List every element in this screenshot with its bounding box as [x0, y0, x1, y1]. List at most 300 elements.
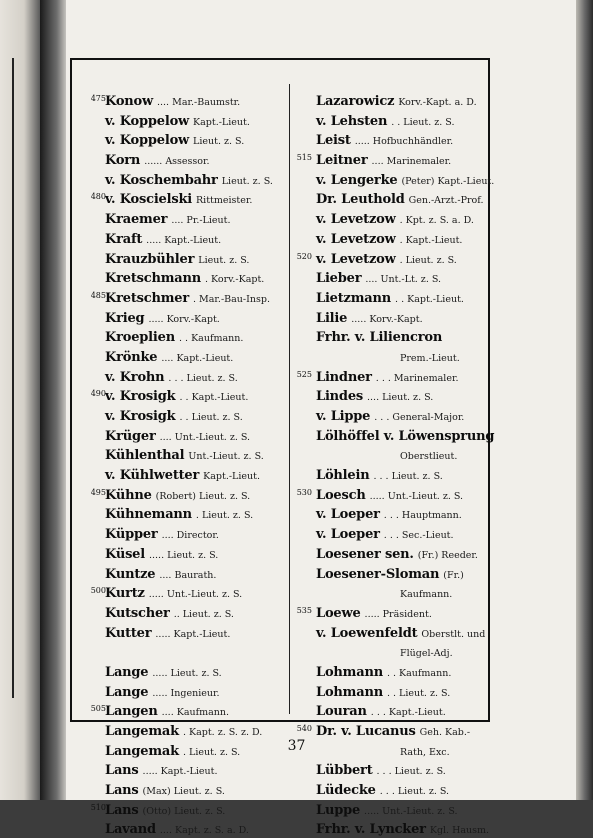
- entry-text: [105, 228, 221, 247]
- entry-detail: .... Mar.-Baumstr.: [157, 97, 241, 108]
- entry-text: [105, 818, 249, 837]
- entry-detail: Flügel-Adj.: [400, 648, 453, 660]
- list-item: [292, 287, 492, 307]
- entry-text: [105, 444, 264, 463]
- entry-detail: Prem.-Lieut.: [400, 352, 460, 364]
- left-page-frame-rule: [0, 58, 14, 698]
- entry-detail: . Lieut. z. S.: [399, 254, 457, 266]
- list-item: [86, 779, 286, 799]
- entry-name: Lindes: [316, 389, 364, 405]
- entry-name: Loesener sen.: [316, 546, 414, 562]
- entry-text: [316, 661, 451, 680]
- entry-detail: ..... Ingenieur.: [152, 687, 220, 699]
- entry-text: [105, 641, 109, 660]
- entry-detail: ...... Assessor.: [144, 156, 210, 168]
- entry-detail: . . . Sec.-Lieut.: [383, 530, 454, 542]
- entry-detail: Kapt.-Lieut.: [193, 116, 250, 128]
- list-item: [86, 681, 286, 701]
- left-page-edge: [0, 0, 40, 800]
- list-item: [86, 208, 286, 228]
- list-item: [292, 444, 492, 464]
- entry-text: [316, 622, 485, 641]
- entry-name: Küpper: [105, 527, 158, 543]
- entry-name: v. Krosigk: [105, 389, 176, 405]
- entry-name: Kutscher: [105, 605, 170, 621]
- entry-name: Leist: [316, 133, 351, 149]
- entry-name: Lüdecke: [316, 783, 376, 799]
- entry-detail: . . . Marinemaler.: [375, 372, 459, 384]
- list-item: [292, 582, 492, 602]
- entry-name: Löhlein: [316, 468, 370, 484]
- list-item: [292, 464, 492, 484]
- entry-detail: .... Kapt.-Lieut.: [161, 352, 234, 364]
- entry-number: 515: [296, 153, 312, 163]
- list-item: [86, 110, 286, 130]
- entry-detail: (Fr.): [443, 569, 464, 581]
- entry-text: [105, 110, 250, 129]
- entry-text: [316, 799, 458, 818]
- entry-text: [316, 464, 443, 483]
- entry-name: Krönke: [105, 349, 158, 365]
- entry-text: [316, 503, 462, 522]
- list-item: [86, 582, 286, 602]
- entry-detail: . . Kapt.-Lieut.: [179, 392, 249, 404]
- entry-name: Lilie: [316, 310, 348, 326]
- list-item: [292, 503, 492, 523]
- entry-name: Lietzmann: [316, 290, 392, 306]
- list-item: [292, 307, 492, 327]
- list-item: [292, 188, 492, 208]
- entry-text: [316, 543, 478, 562]
- entry-text: [105, 90, 240, 109]
- page-number: 37: [287, 738, 306, 754]
- entry-detail: . . Kapt.-Lieut.: [395, 293, 464, 305]
- list-item: [86, 366, 286, 386]
- entry-detail: Rath, Exc.: [400, 746, 450, 758]
- entry-detail: . . Kaufmann.: [386, 667, 452, 679]
- entry-detail: Oberstlieut.: [400, 451, 458, 463]
- entry-detail: Gen.-Arzt.-Prof.: [408, 195, 484, 207]
- entry-detail: .. Lieut. z. S.: [173, 608, 234, 620]
- entry-detail: ..... Korv.-Kapt.: [351, 313, 423, 325]
- entry-name: Leitner: [316, 153, 368, 169]
- entry-name: v. Levetzow: [316, 231, 396, 247]
- entry-detail: ..... Kapt.-Lieut.: [146, 234, 222, 246]
- entry-text: [105, 346, 233, 365]
- entry-detail: .... Kaufmann.: [161, 707, 230, 719]
- entry-text: [316, 405, 464, 424]
- entry-detail: . . . General-Major.: [374, 412, 465, 423]
- entry-text: [105, 464, 260, 483]
- list-item: [292, 799, 492, 819]
- list-item: [292, 641, 492, 661]
- list-item: [86, 346, 286, 366]
- entry-name: Langen: [105, 704, 158, 720]
- entry-name: Dr. Leuthold: [316, 192, 405, 208]
- list-item: [292, 818, 492, 838]
- entry-text: [105, 405, 243, 424]
- list-item: [86, 641, 286, 661]
- entry-number: 490: [90, 389, 106, 399]
- entry-text: [396, 346, 460, 365]
- list-item: [292, 208, 492, 228]
- entry-detail: .... Director.: [161, 530, 219, 542]
- entry-text: [396, 641, 453, 660]
- entry-detail: . . Lieut. z. S.: [386, 687, 451, 699]
- list-item: [86, 307, 286, 327]
- list-item: [86, 169, 286, 189]
- list-item: [86, 405, 286, 425]
- entry-detail: ..... Unt.-Lieut. z. S.: [369, 490, 464, 502]
- list-item: [292, 779, 492, 799]
- entry-detail: Korv.-Kapt. a. D.: [398, 97, 477, 108]
- entry-text: [316, 208, 474, 227]
- entry-number: 500: [90, 586, 106, 596]
- list-item: [292, 129, 492, 149]
- entry-number: 530: [296, 487, 312, 497]
- entry-detail: . Mar.-Bau-Insp.: [193, 293, 270, 305]
- entry-detail: . . Lieut. z. S.: [391, 116, 455, 128]
- entry-name: Kraft: [105, 231, 143, 247]
- entry-detail: Unt.-Lieut. z. S.: [188, 451, 264, 463]
- entry-name: Loesch: [316, 487, 366, 503]
- entry-number: 535: [296, 605, 312, 615]
- entry-detail: Rittmeister.: [196, 195, 253, 207]
- entry-name: Lans: [105, 763, 139, 779]
- entry-text: [105, 267, 264, 286]
- entry-number: 510: [90, 802, 106, 812]
- entry-detail: . . . Lieut. z. S.: [379, 786, 450, 798]
- list-item: [292, 543, 492, 563]
- entry-detail: ..... Hofbuchhändler.: [354, 136, 454, 148]
- entry-text: [105, 563, 216, 582]
- entry-name: Lans: [105, 783, 139, 799]
- entry-text: [316, 484, 463, 503]
- list-item: [292, 169, 495, 189]
- entry-text: [105, 326, 243, 345]
- entry-text: [105, 129, 244, 148]
- entry-text: [105, 720, 262, 739]
- entry-detail: .... Unt.-Lt. z. S.: [365, 274, 442, 286]
- list-item: [86, 228, 286, 248]
- entry-name: Langemak: [105, 724, 179, 739]
- entry-text: [105, 169, 273, 188]
- entry-text: [105, 149, 210, 168]
- entry-text: [316, 563, 464, 582]
- list-item: [86, 248, 286, 268]
- list-item: [292, 622, 492, 642]
- entry-text: [316, 326, 446, 345]
- list-item: [86, 129, 286, 149]
- list-item: [292, 661, 492, 681]
- entry-detail: .... Baurath.: [159, 569, 217, 581]
- entry-text: [316, 366, 458, 385]
- entry-text: [316, 523, 454, 542]
- entry-text: [105, 188, 252, 207]
- entry-detail: Kgl. Hausm.: [429, 825, 490, 837]
- entry-name: Korn: [105, 153, 141, 169]
- entry-text: [105, 759, 217, 778]
- list-item: [292, 110, 492, 130]
- list-item: [86, 759, 286, 779]
- entry-text: [316, 90, 477, 109]
- entry-name: Frhr. v. Lyncker: [316, 822, 426, 838]
- entry-text: [316, 759, 446, 778]
- entry-name: Kretschmer: [105, 290, 189, 306]
- entry-name: Kraemer: [105, 212, 168, 228]
- entry-name: v. Koschembahr: [105, 172, 218, 188]
- entry-detail: . . . Hauptmann.: [383, 510, 462, 522]
- entry-text: [316, 267, 441, 286]
- entry-text: [105, 307, 220, 326]
- entry-text: [316, 307, 423, 326]
- entry-text: [316, 188, 483, 207]
- entry-name: Frhr. v. Liliencron: [316, 330, 443, 346]
- list-item: [292, 326, 492, 346]
- entry-name: Dr. v. Lucanus: [316, 724, 416, 739]
- list-item: [292, 405, 492, 425]
- entry-detail: ..... Unt.-Lieut. z. S.: [148, 589, 243, 601]
- entry-name: Lazarowicz: [316, 94, 395, 109]
- entry-detail: . . Kaufmann.: [178, 333, 244, 345]
- entry-number: 480: [90, 192, 106, 202]
- entry-detail: ..... Korv.-Kapt.: [148, 313, 220, 325]
- list-item: [86, 543, 286, 563]
- entry-number: 475: [90, 94, 106, 103]
- book-gutter: [40, 0, 68, 800]
- list-item: [292, 563, 492, 583]
- left-column: [86, 90, 286, 838]
- entry-text: [105, 681, 220, 700]
- entry-detail: ..... Kapt.-Lieut.: [142, 766, 218, 778]
- list-item: [292, 366, 492, 386]
- entry-text: [105, 622, 230, 641]
- entry-detail: (Peter) Kapt.-Lieut.: [401, 175, 495, 187]
- list-item: [86, 799, 286, 819]
- entry-detail: (Robert) Lieut. z. S.: [155, 490, 251, 502]
- entry-text: [316, 228, 462, 247]
- entry-text: [316, 287, 464, 306]
- entry-name: Lübbert: [316, 763, 373, 779]
- entry-name: Küsel: [105, 546, 145, 562]
- entry-text: [316, 602, 432, 621]
- entry-name: Kurtz: [105, 586, 145, 602]
- entry-text: [105, 582, 242, 601]
- entry-name: Loewe: [316, 605, 361, 621]
- entry-detail: .... Marinemaler.: [371, 156, 452, 168]
- list-item: [86, 385, 286, 405]
- entry-name: Kühnemann: [105, 507, 192, 523]
- entry-name: v. Loeper: [316, 507, 380, 523]
- entry-name: Lohmann: [316, 684, 383, 700]
- entry-name: Kutter: [105, 625, 152, 641]
- entry-name: Lange: [105, 664, 149, 680]
- list-item: [292, 267, 492, 287]
- entry-detail: . Kpt. z. S. a. D.: [399, 215, 474, 227]
- entry-detail: . . . Kapt.-Lieut.: [370, 707, 446, 719]
- entry-detail: Geh. Kab.-: [419, 727, 471, 738]
- entry-name: Krieg: [105, 310, 145, 326]
- entry-text: [316, 248, 457, 267]
- entry-text: [396, 582, 452, 601]
- entry-name: Krüger: [105, 428, 156, 444]
- list-item: [86, 622, 286, 642]
- entry-text: [105, 484, 250, 503]
- entry-number: 540: [296, 724, 312, 733]
- list-item: [86, 818, 286, 838]
- list-item: [292, 681, 492, 701]
- entry-text: [105, 602, 234, 621]
- entry-detail: (Max) Lieut. z. S.: [142, 786, 225, 798]
- entry-name: v. Koppelow: [105, 133, 190, 149]
- entry-name: Kretschmann: [105, 271, 201, 287]
- entry-name: Lieber: [316, 271, 362, 287]
- entry-text: [105, 425, 250, 444]
- entry-detail: Lieut. z. S.: [221, 175, 273, 187]
- entry-number: 520: [296, 251, 312, 261]
- entry-name: Kühne: [105, 487, 152, 503]
- entry-name: v. Koscielski: [105, 192, 193, 208]
- entry-name: Kroeplien: [105, 330, 175, 346]
- entry-text: [105, 385, 248, 404]
- list-item: [86, 444, 286, 464]
- entry-number: 525: [296, 369, 312, 379]
- entry-text: [316, 681, 450, 700]
- entry-detail: . . . Lieut. z. S.: [168, 372, 238, 384]
- entry-detail: .... Lieut. z. S.: [367, 392, 434, 404]
- column-divider: [289, 84, 290, 714]
- entry-name: Luppe: [316, 802, 361, 818]
- list-item: [86, 287, 286, 307]
- list-item: [86, 661, 286, 681]
- list-item: [292, 759, 492, 779]
- list-item: [292, 602, 492, 622]
- entry-text: [105, 661, 222, 680]
- entry-name: Loesener-Sloman: [316, 566, 440, 582]
- entry-name: Konow: [105, 94, 153, 109]
- entry-detail: . Kapt.-Lieut.: [399, 234, 463, 246]
- entry-detail: Oberstlt. und: [421, 628, 486, 640]
- entry-text: [105, 799, 225, 818]
- entry-name: v. Lengerke: [316, 172, 398, 188]
- entry-detail: . Kapt. z. S. z. D.: [182, 727, 263, 738]
- entry-text: [316, 700, 446, 719]
- entry-detail: (Fr.) Reeder.: [417, 549, 478, 561]
- entry-text: [396, 444, 457, 463]
- list-item: [86, 149, 286, 169]
- entry-detail: Lieut. z. S.: [198, 254, 250, 266]
- list-item: [86, 326, 286, 346]
- entry-name: Lans: [105, 802, 139, 818]
- list-item: [292, 248, 492, 268]
- entry-text: [105, 779, 225, 798]
- entry-number: 505: [90, 704, 106, 714]
- entry-name: Lölhöffel v. Löwensprung: [316, 428, 495, 444]
- list-item: [292, 228, 492, 248]
- list-item: [86, 267, 286, 287]
- list-item: [292, 90, 492, 110]
- entry-detail: .... Unt.-Lieut. z. S.: [159, 431, 251, 443]
- entry-detail: (Otto) Lieut. z. S.: [142, 805, 226, 817]
- entry-detail: . Lieut. z. S.: [195, 510, 254, 522]
- entry-detail: . . Lieut. z. S.: [179, 412, 243, 423]
- entry-name: v. Lippe: [316, 409, 371, 424]
- entry-name: Langemak: [105, 743, 179, 759]
- list-item: [292, 385, 492, 405]
- entry-name: Lavand: [105, 822, 156, 838]
- entry-text: [105, 543, 218, 562]
- entry-text: [105, 287, 270, 306]
- entry-text: [316, 779, 449, 798]
- entry-text: [316, 110, 454, 129]
- entry-detail: . Lieut. z. S.: [182, 746, 241, 758]
- list-item: [292, 425, 495, 445]
- entry-name: v. Koppelow: [105, 113, 190, 129]
- entry-text: [316, 169, 494, 188]
- entry-name: v. Krosigk: [105, 409, 176, 424]
- entry-name: Lange: [105, 684, 149, 700]
- entry-number: 495: [90, 487, 106, 497]
- entry-detail: .... Kapt. z. S. a. D.: [159, 825, 249, 837]
- list-item: [292, 523, 492, 543]
- list-item: [86, 484, 286, 504]
- entry-detail: Lieut. z. S.: [193, 136, 245, 148]
- list-item: [86, 523, 286, 543]
- entry-name: v. Loeper: [316, 527, 380, 543]
- entry-detail: ..... Unt.-Lieut. z. S.: [364, 805, 458, 817]
- entry-text: [105, 523, 219, 542]
- entry-detail: . Korv.-Kapt.: [205, 274, 265, 286]
- entry-text: [316, 149, 451, 168]
- entry-text: [316, 425, 498, 444]
- list-item: [86, 700, 286, 720]
- list-item: [86, 503, 286, 523]
- right-column: [292, 90, 495, 838]
- entry-text: [105, 700, 229, 719]
- list-item: [86, 425, 286, 445]
- entry-detail: . . . Lieut. z. S.: [373, 471, 443, 483]
- entry-detail: ..... Lieut. z. S.: [152, 667, 222, 679]
- entry-name: v. Lehsten: [316, 113, 388, 129]
- entry-text: [105, 208, 230, 227]
- list-item: [292, 484, 492, 504]
- list-item: [86, 188, 286, 208]
- entry-text: [105, 248, 249, 267]
- entry-name: Lindner: [316, 369, 372, 385]
- entry-name: Kuntze: [105, 566, 156, 582]
- list-item: [86, 720, 286, 740]
- list-item: [86, 602, 286, 622]
- entry-text: [316, 818, 489, 837]
- entry-name: Krauzbühler: [105, 251, 195, 267]
- entry-text: [105, 503, 253, 522]
- entry-name: Kühlenthal: [105, 448, 185, 464]
- entry-detail: Kapt.-Lieut.: [203, 471, 260, 483]
- list-item: [86, 464, 286, 484]
- list-item: [292, 149, 492, 169]
- entry-name: v. Kühlwetter: [105, 468, 200, 484]
- entry-name: Louran: [316, 704, 367, 720]
- entry-name: v. Loewenfeldt: [316, 625, 418, 641]
- entry-detail: ..... Kapt.-Lieut.: [155, 628, 231, 640]
- entry-detail: ..... Präsident.: [364, 608, 432, 620]
- entry-name: Lohmann: [316, 664, 383, 680]
- entry-name: v. Levetzow: [316, 212, 396, 228]
- entry-text: [316, 129, 453, 148]
- list-item: [292, 720, 492, 740]
- list-item: [86, 90, 286, 110]
- entry-name: v. Krohn: [105, 369, 165, 385]
